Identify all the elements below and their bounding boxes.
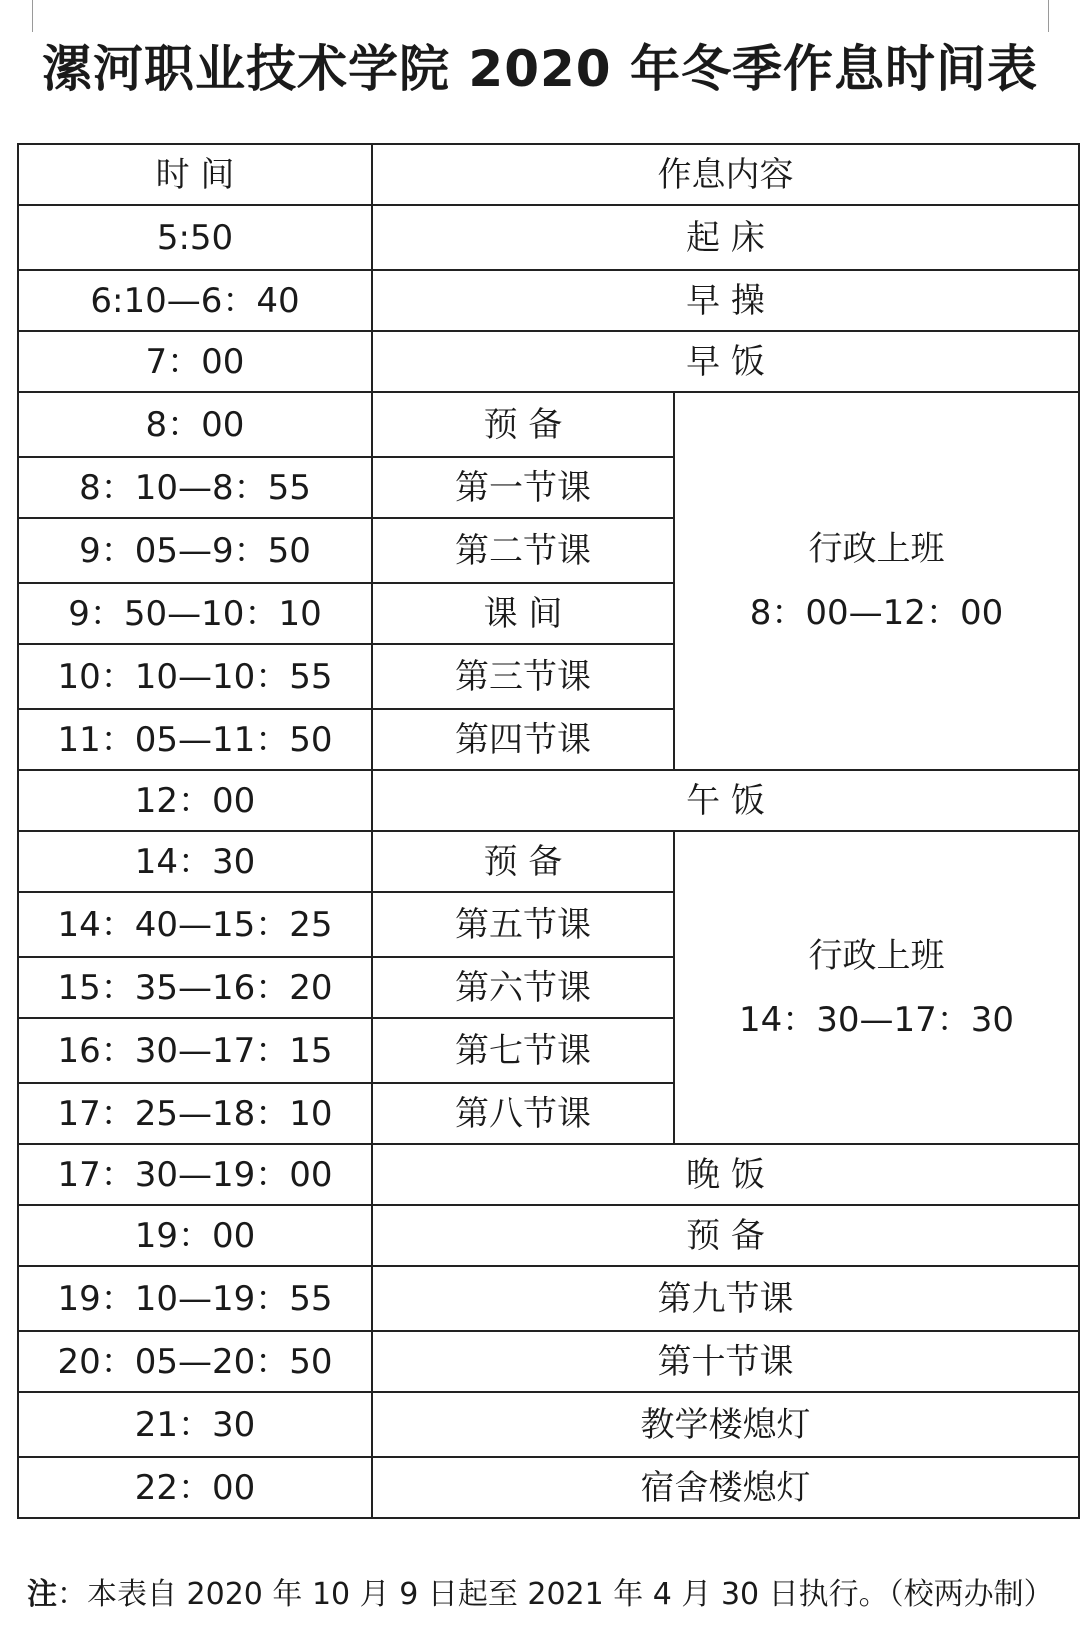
table-row: [18, 1457, 1079, 1518]
time-cell: 5:50: [18, 205, 372, 270]
time-cell: 8：10—8：55: [18, 457, 372, 518]
table-row: [18, 392, 1079, 457]
time-cell: 9：05—9：50: [18, 518, 372, 583]
activity-cell: 预 备: [372, 1205, 1079, 1266]
activity-cell: 早 饭: [372, 331, 1079, 392]
admin-hours-morning: [674, 392, 1079, 770]
admin-hours: 14：30—17：30: [738, 999, 1015, 1040]
time-cell: 10：10—10：55: [18, 644, 372, 709]
activity-cell: 教学楼熄灯: [372, 1392, 1079, 1457]
header-content: 作息内容: [372, 144, 1079, 205]
time-cell: 17：25—18：10: [18, 1083, 372, 1144]
activity-cell: 第九节课: [372, 1266, 1079, 1331]
activity-cell: 晚 饭: [372, 1144, 1079, 1205]
page-corner-mark-left: [32, 0, 33, 32]
activity-cell: 第六节课: [372, 957, 674, 1018]
table-row: [18, 1144, 1079, 1205]
table-row: [18, 331, 1079, 392]
table-row: [18, 831, 1079, 892]
time-cell: 12：00: [18, 770, 372, 831]
footnote: [27, 1575, 1054, 1615]
admin-hours-afternoon: [674, 831, 1079, 1144]
time-cell: 16：30—17：15: [18, 1018, 372, 1083]
time-cell: 17：30—19：00: [18, 1144, 372, 1205]
time-cell: 11：05—11：50: [18, 709, 372, 770]
activity-cell: 课 间: [372, 583, 674, 644]
table-row: [18, 1205, 1079, 1266]
activity-cell: 早 操: [372, 270, 1079, 331]
table-row: [18, 770, 1079, 831]
time-cell: 20：05—20：50: [18, 1331, 372, 1392]
table-row: [18, 1331, 1079, 1392]
activity-cell: 第二节课: [372, 518, 674, 583]
activity-cell: 午 饭: [372, 770, 1079, 831]
table-row: [18, 205, 1079, 270]
table-header-row: [18, 144, 1079, 205]
admin-label: 行政上班: [808, 935, 945, 976]
time-cell: 19：00: [18, 1205, 372, 1266]
activity-cell: 第十节课: [372, 1331, 1079, 1392]
activity-cell: 第五节课: [372, 892, 674, 957]
admin-hours: 8：00—12：00: [749, 593, 1004, 633]
activity-cell: 第三节课: [372, 644, 674, 709]
time-cell: 15：35—16：20: [18, 957, 372, 1018]
table-row: [18, 1266, 1079, 1331]
activity-cell: 宿舍楼熄灯: [372, 1457, 1079, 1518]
time-cell: 21：30: [18, 1392, 372, 1457]
activity-cell: 第七节课: [372, 1018, 674, 1083]
table-row: [18, 270, 1079, 331]
activity-cell: 第八节课: [372, 1083, 674, 1144]
page-title: 漯河职业技术学院 2020 年冬季作息时间表: [42, 40, 1038, 98]
time-cell: 9：50—10：10: [18, 583, 372, 644]
activity-cell: 预 备: [372, 392, 674, 457]
time-cell: 7：00: [18, 331, 372, 392]
footnote-text: ：本表自 2020 年 10 月 9 日起至 2021 年 4 月 30 日执行。（校两办制）: [57, 1577, 1054, 1612]
activity-cell: 预 备: [372, 831, 674, 892]
admin-label: 行政上班: [808, 529, 945, 569]
time-cell: 14：30: [18, 831, 372, 892]
header-time: 时 间: [18, 144, 372, 205]
activity-cell: 第一节课: [372, 457, 674, 518]
page-corner-mark-right: [1048, 0, 1049, 32]
time-cell: 6:10—6：40: [18, 270, 372, 331]
time-cell: 19：10—19：55: [18, 1266, 372, 1331]
activity-cell: 第四节课: [372, 709, 674, 770]
footnote-label: 注: [27, 1577, 57, 1612]
schedule-table: [17, 143, 1080, 1519]
table-row: [18, 1392, 1079, 1457]
time-cell: 22：00: [18, 1457, 372, 1518]
time-cell: 8：00: [18, 392, 372, 457]
time-cell: 14：40—15：25: [18, 892, 372, 957]
activity-cell: 起 床: [372, 205, 1079, 270]
